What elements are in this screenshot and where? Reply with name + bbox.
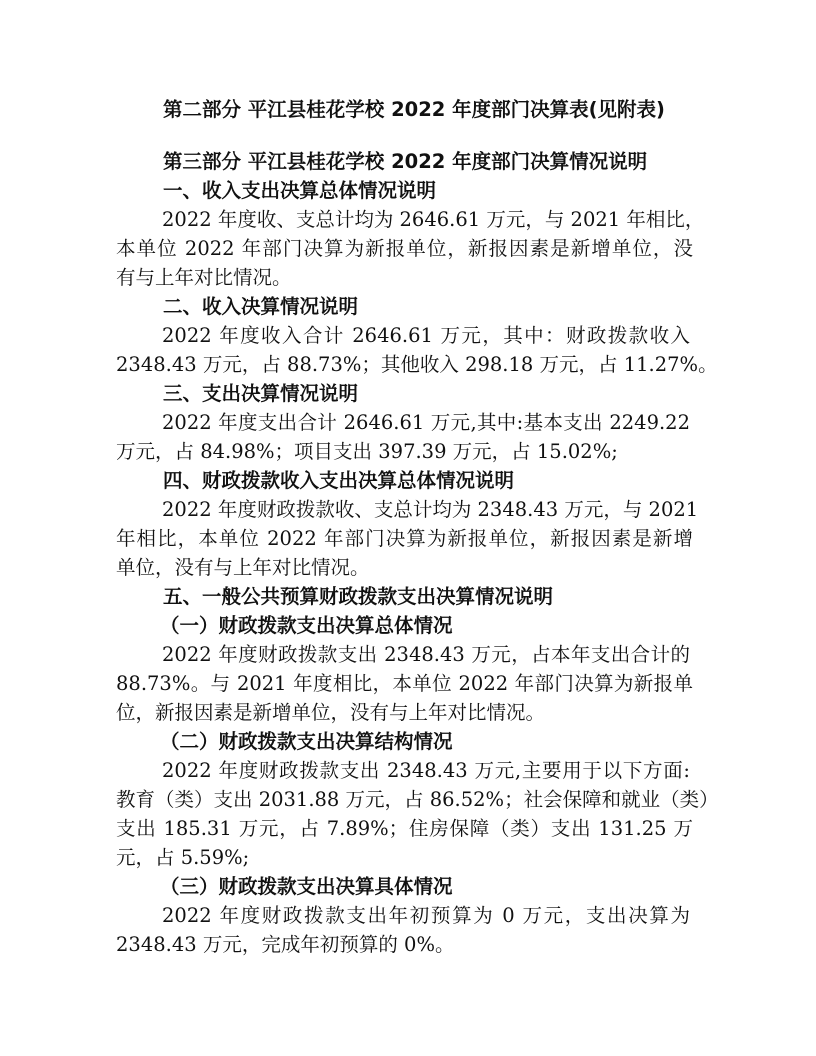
section-5-heading: 五、一般公共预算财政拨款支出决算情况说明 bbox=[163, 585, 554, 608]
section-2-line-1: 2022 年度收入合计 2646.61 万元，其中：财政拨款收入 bbox=[162, 324, 690, 347]
subsection-1-line-3: 位，新报因素是新增单位，没有与上年对比情况。 bbox=[116, 701, 546, 724]
section-3-line-1: 2022 年度支出合计 2646.61 万元,其中:基本支出 2249.22 bbox=[162, 411, 690, 434]
subsection-3-line-1: 2022 年度财政拨款支出年初预算为 0 万元，支出决算为 bbox=[162, 904, 690, 927]
section-4-line-3: 单位，没有与上年对比情况。 bbox=[116, 556, 370, 579]
subsection-2-line-4: 元，占 5.59%; bbox=[116, 846, 250, 869]
part2-title: 第二部分 平江县桂花学校 2022 年度部门决算表(见附表) bbox=[163, 98, 665, 121]
section-1-line-3: 有与上年对比情况。 bbox=[116, 266, 292, 289]
subsection-1-line-1: 2022 年度财政拨款支出 2348.43 万元，占本年支出合计的 bbox=[162, 643, 690, 666]
subsection-2-line-3: 支出 185.31 万元，占 7.89%；住房保障（类）支出 131.25 万 bbox=[116, 817, 693, 840]
section-1-heading: 一、收入支出决算总体情况说明 bbox=[163, 179, 437, 202]
subsection-2-line-2: 教育（类）支出 2031.88 万元，占 86.52%；社会保障和就业（类） bbox=[116, 788, 719, 811]
section-3-line-2: 万元，占 84.98%；项目支出 397.39 万元，占 15.02%; bbox=[116, 440, 618, 463]
subsection-2-line-1: 2022 年度财政拨款支出 2348.43 万元,主要用于以下方面: bbox=[162, 759, 690, 782]
section-1-line-2: 本单位 2022 年部门决算为新报单位，新报因素是新增单位，没 bbox=[116, 237, 693, 260]
subsection-1-heading: （一）财政拨款支出决算总体情况 bbox=[160, 614, 453, 637]
part3-title: 第三部分 平江县桂花学校 2022 年度部门决算情况说明 bbox=[163, 150, 648, 173]
section-4-heading: 四、财政拨款收入支出决算总体情况说明 bbox=[163, 469, 515, 492]
section-3-heading: 三、支出决算情况说明 bbox=[163, 382, 359, 405]
subsection-1-line-2: 88.73%。与 2021 年度相比，本单位 2022 年部门决算为新报单 bbox=[116, 672, 693, 695]
subsection-3-line-2: 2348.43 万元，完成年初预算的 0%。 bbox=[116, 933, 455, 956]
section-4-line-2: 年相比，本单位 2022 年部门决算为新报单位，新报因素是新增 bbox=[116, 527, 693, 550]
section-1-line-1: 2022 年度收、支总计均为 2646.61 万元，与 2021 年相比， bbox=[162, 208, 705, 231]
section-2-line-2: 2348.43 万元，占 88.73%；其他收入 298.18 万元，占 11.27%。 bbox=[116, 353, 718, 376]
subsection-3-heading: （三）财政拨款支出决算具体情况 bbox=[160, 875, 453, 898]
subsection-2-heading: （二）财政拨款支出决算结构情况 bbox=[160, 730, 453, 753]
section-4-line-1: 2022 年度财政拨款收、支总计均为 2348.43 万元，与 2021 bbox=[162, 498, 699, 521]
section-2-heading: 二、收入决算情况说明 bbox=[163, 295, 359, 318]
